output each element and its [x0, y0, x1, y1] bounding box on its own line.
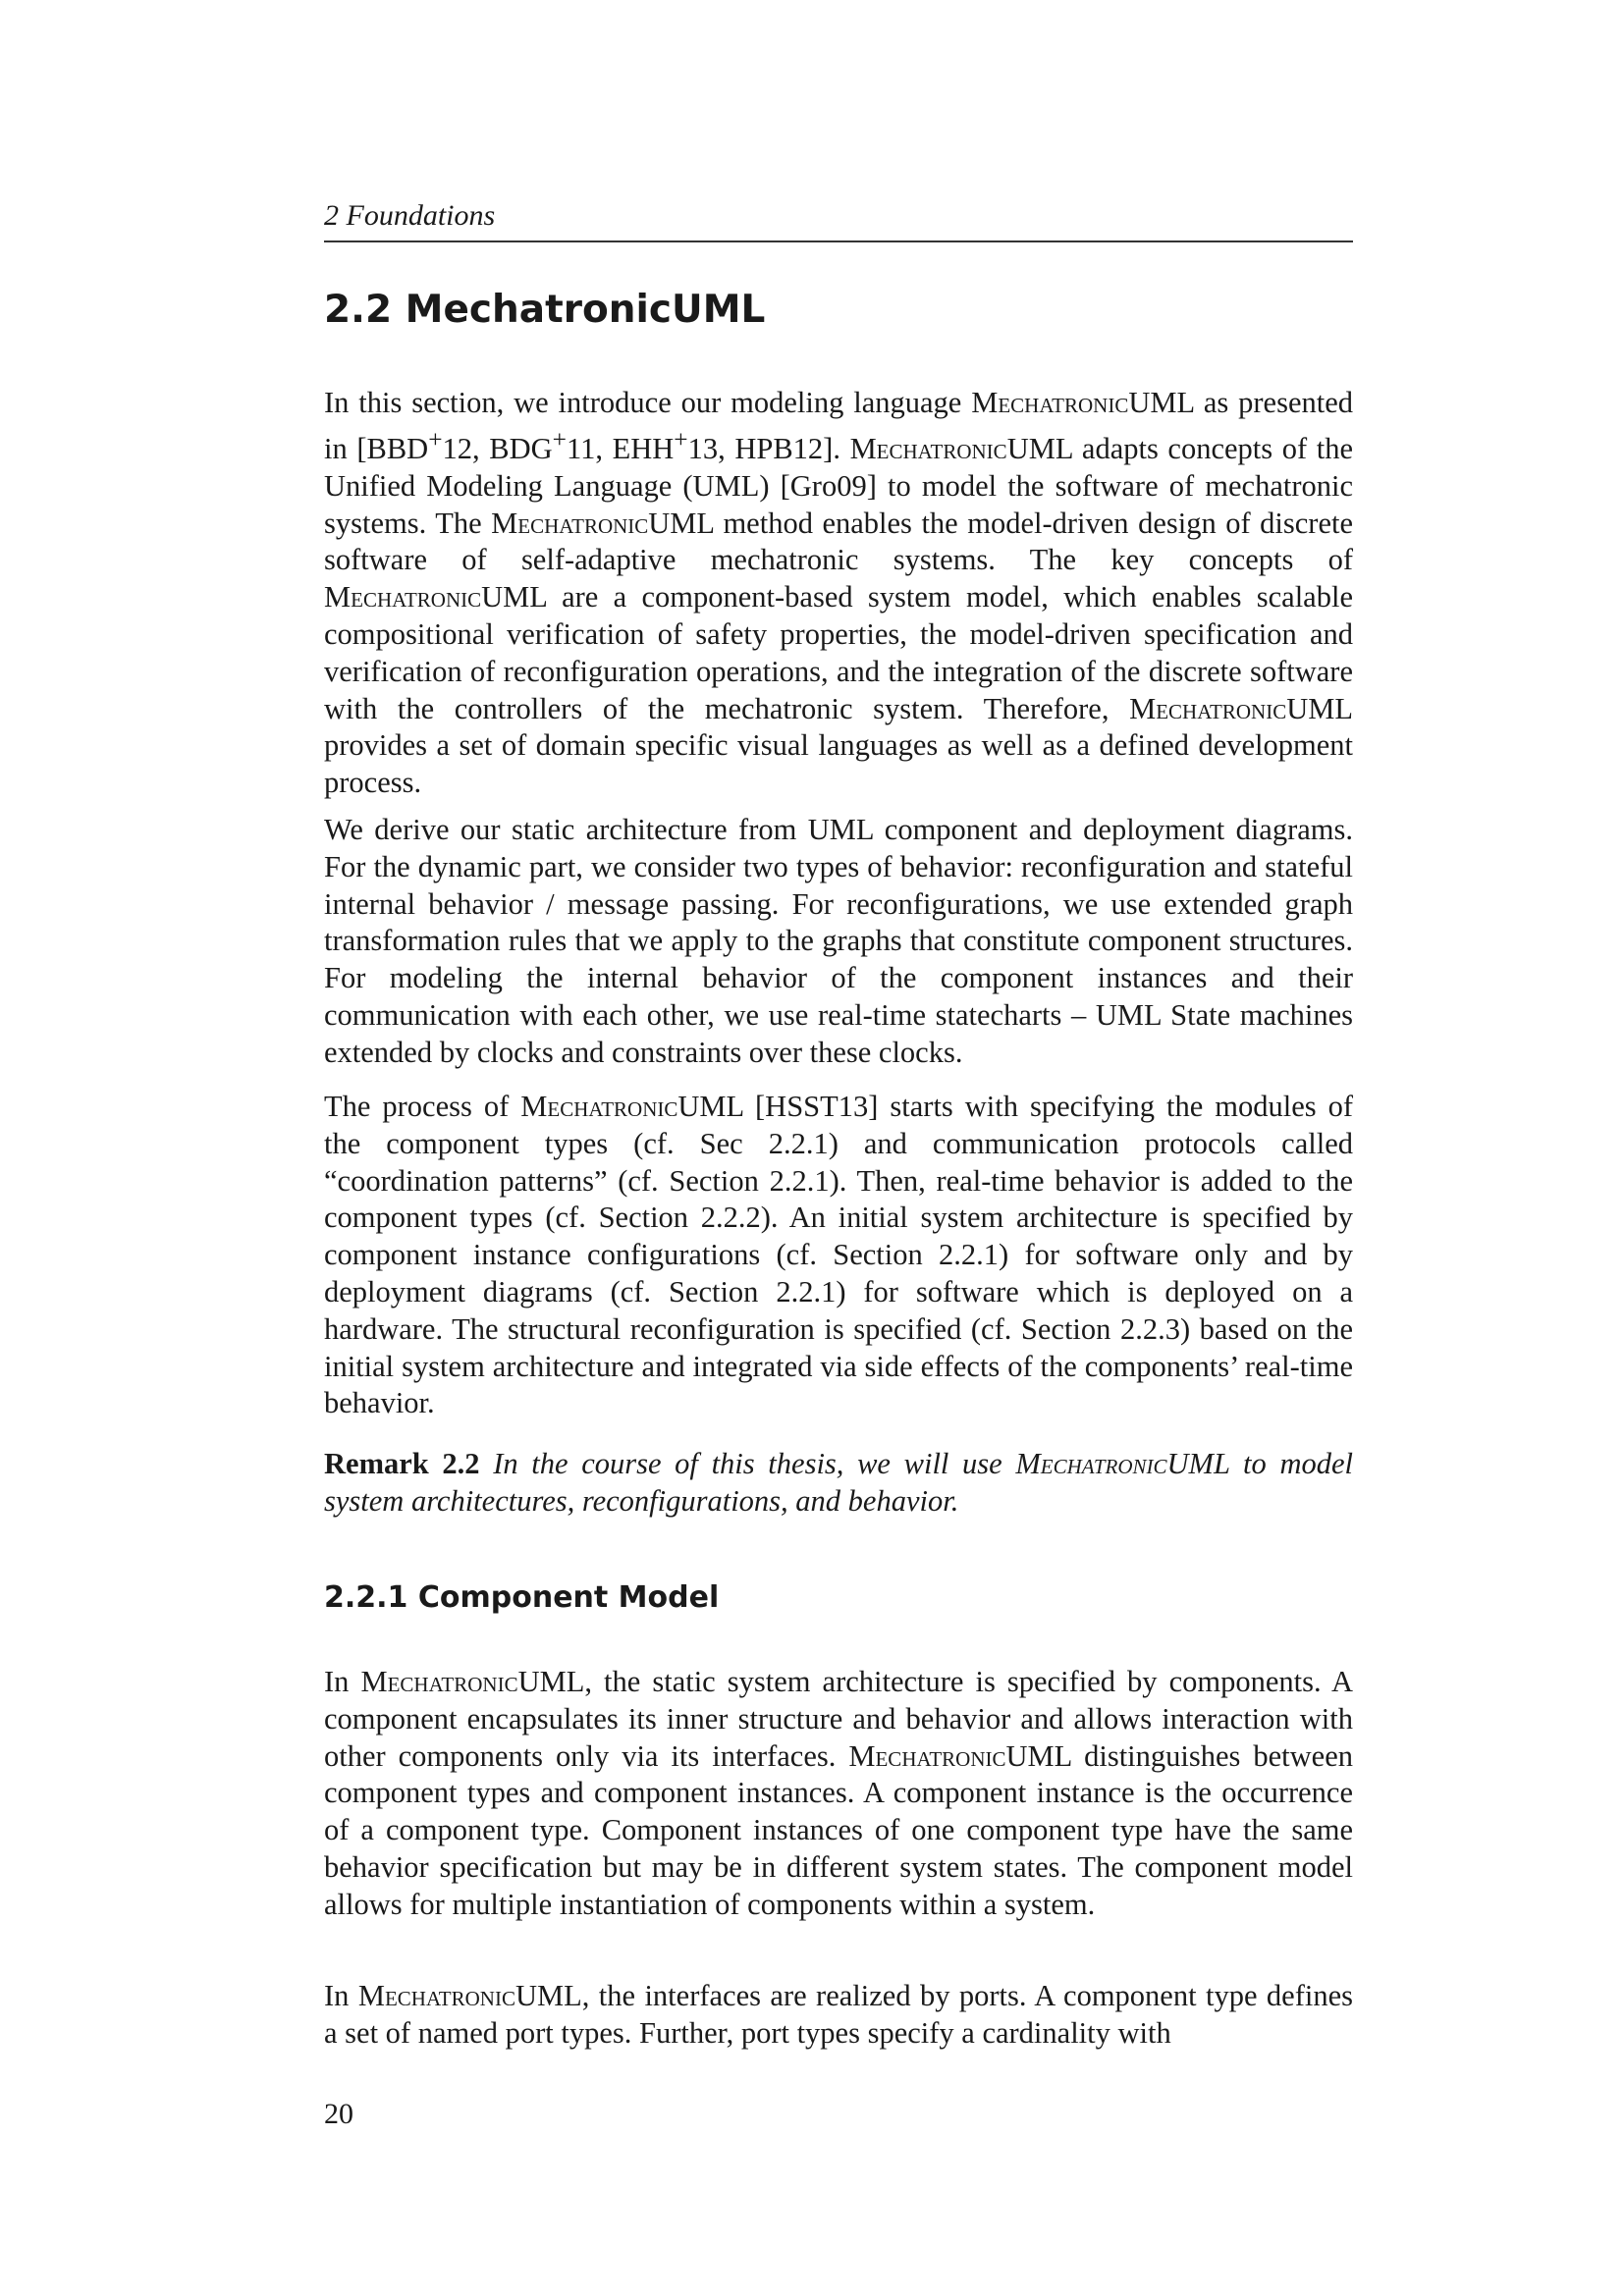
- remark-text: In the course of this thesis, we will use MechatronicUML to model system architectures, reconfigurations, and behavior.: [324, 1447, 1353, 1518]
- remark-block: [324, 1446, 1353, 1521]
- paragraph-component-model: In MechatronicUML, the static system architecture is specified by components. A component encapsulates its inner structure and behavior and allows interaction with other components only via its interfaces. MechatronicUML distinguishes between component types and component instances. A component instance is the occurrence of a component type. Component instances of one component type have the same behavior specification but may be in different system states. The component model allows for multiple instantiation of components within a system.: [324, 1665, 1353, 1921]
- page-number: 20: [324, 2098, 353, 2130]
- header-rule: [324, 240, 1353, 242]
- paragraph-intro: In this section, we introduce our modeling language MechatronicUML as presented in [BBD+12, BDG+11, EHH+13, HPB12]. MechatronicUML adapts concepts of the Unified Modeling Language (UML) [Gro09] to model the software of mechatronic systems. The MechatronicUML method enables the model-driven design of discrete software of self-adaptive mechatronic systems. The key concepts of MechatronicUML are a component-based system model, which enables scalable compositional verification of safety properties, the model-driven specification and verification of reconfiguration operations, and the integration of the discrete software with the controllers of the mechatronic system. Therefore, MechatronicUML provides a set of domain specific visual languages as well as a defined development process.: [324, 386, 1354, 800]
- paragraph-architecture: We derive our static architecture from UML component and deployment diagrams. For the dynamic part, we consider two types of behavior: reconfiguration and stateful internal behavior / message passing. For reconfigurations, we use extended graph transformation rules that we apply to the graphs that constitute component structures. For modeling the internal behavior of the component instances and their communication with each other, we use real-time statecharts – UML State machines extended by clocks and constraints over these clocks.: [324, 813, 1353, 1069]
- section-title: 2.2 MechatronicUML: [324, 288, 766, 332]
- subsection-title: 2.2.1 Component Model: [324, 1580, 720, 1615]
- paragraph-process: The process of MechatronicUML [HSST13] starts with specifying the modules of the component types (cf. Sec 2.2.1) and communication protocols called “coordination patterns” (cf. Section 2.2.1). Then, real-time behavior is added to the component types (cf. Section 2.2.2). An initial system architecture is specified by component instance configurations (cf. Section 2.2.1) for software only and by deployment diagrams (cf. Section 2.2.1) for software which is deployed on a hardware. The structural reconfiguration is specified (cf. Section 2.2.3) based on the initial system architecture and integrated via side effects of the components’ real-time behavior.: [324, 1090, 1354, 1420]
- running-head: 2 Foundations: [324, 199, 496, 232]
- remark-label: Remark 2.2: [324, 1447, 480, 1480]
- paragraph-ports: In MechatronicUML, the interfaces are realized by ports. A component type defines a set of named port types. Further, port types specify a cardinality with: [324, 1979, 1353, 2050]
